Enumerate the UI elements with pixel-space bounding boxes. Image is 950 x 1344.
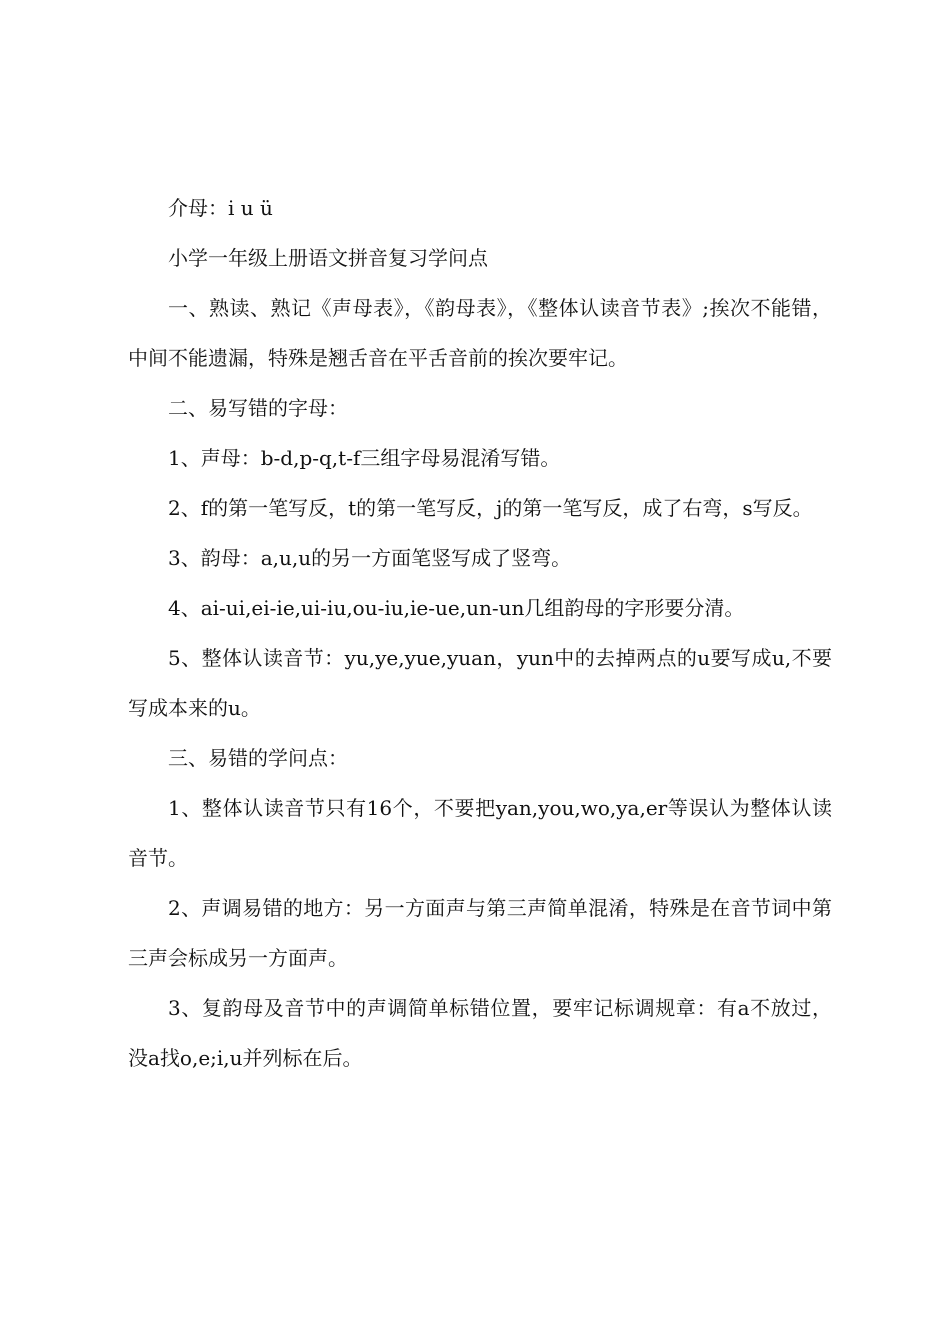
section-title: 小学一年级上册语文拼音复习学问点 (168, 246, 488, 270)
heading-error-prone-points: 三、易错的学问点： (168, 746, 348, 770)
document-body (128, 183, 832, 1083)
list-item-3: 3、韵母：a,u,u的另一方面笔竖写成了竖弯。 (168, 546, 572, 570)
list-item-2: 2、f的第一笔写反，t的第一笔写反，j的第一笔写反，成了右弯，s写反。 (168, 496, 813, 520)
paragraph-point-one: 一、熟读、熟记《声母表》，《韵母表》，《整体认读音节表》;挨次不能错，中间不能遗漏，特殊是翘舌音在平舌音前的挨次要牢记。 (128, 296, 832, 370)
list-item-1: 1、声母：b-d,p-q,t-f三组字母易混淆写错。 (168, 446, 561, 470)
error-item-1: 1、整体认读音节只有16个，不要把yan,you,wo,ya,er等误认为整体认读音节。 (128, 796, 832, 870)
error-item-3: 3、复韵母及音节中的声调简单标错位置，要牢记标调规章：有a不放过，没a找o,e;i,u并列标在后。 (128, 996, 832, 1070)
list-item-5: 5、整体认读音节：yu,ye,yue,yuan，yun中的去掉两点的u要写成u,不要写成本来的u。 (128, 646, 832, 720)
list-item-4: 4、ai-ui,ei-ie,ui-iu,ou-iu,ie-ue,un-un几组韵母的字形要分清。 (168, 596, 745, 620)
paragraph-medial-vowels: 介母：i u ü (168, 196, 273, 220)
heading-easy-miswritten-letters: 二、易写错的字母： (168, 396, 348, 420)
error-item-2: 2、声调易错的地方：另一方面声与第三声简单混淆，特殊是在音节词中第三声会标成另一方面声。 (128, 896, 832, 970)
